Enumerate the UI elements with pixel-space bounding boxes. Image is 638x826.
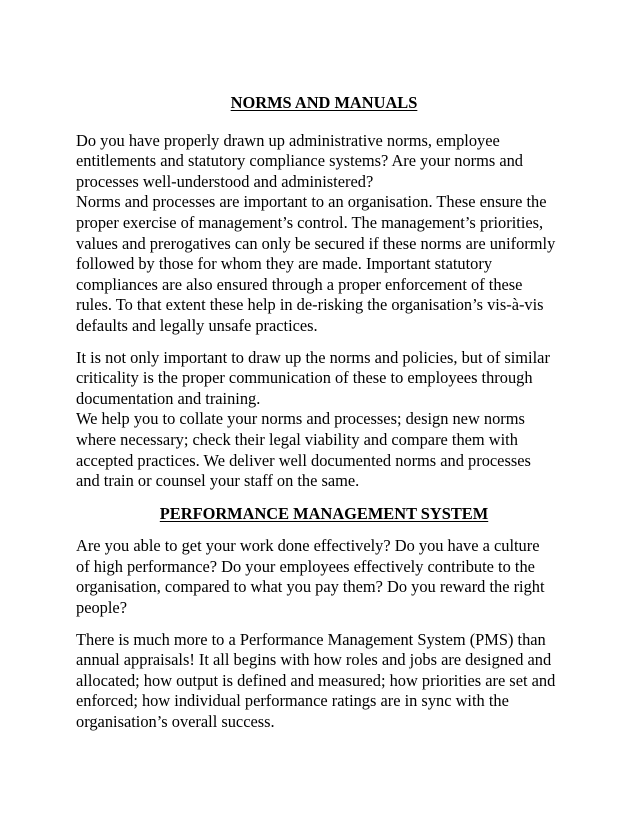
section-heading-performance-management-system: PERFORMANCE MANAGEMENT SYSTEM	[159, 503, 489, 523]
norms-services-paragraph: We help you to collate your norms and processes; design new norms where necessary; check their legal viability and compare them with accepted practices. We deliver well documented norms and processes and train or counsel your staff on the same.	[76, 409, 531, 491]
norms-intro-question: Do you have properly drawn up administrative norms, employee entitlements and statutory compliance systems? Are your norms and processes well-understood and administered?	[76, 130, 523, 191]
section-heading-norms-and-manuals: NORMS AND MANUALS	[230, 93, 418, 112]
norms-importance-paragraph: Norms and processes are important to an organisation. These ensure the proper exercise of management’s control. The management’s priorities, values and prerogatives can only be secured if these norms are uniformly followed by those for whom they are made. Important statutory compliances are also ensured through a proper enforcement of these rules. To that extent these help in de-risking the organisation’s vis-à-vis defaults and legally unsafe practices.	[76, 192, 556, 335]
pms-description-paragraph: There is much more to a Performance Management System (PMS) than annual appraisals! It all begins with how roles and jobs are designed and allocated; how output is defined and measured; how priorities are set and enforced; how individual performance ratings are in sync with the organisation’s overall success.	[76, 629, 556, 732]
pms-intro-question: Are you able to get your work done effectively? Do you have a culture of high performance? Do your employees effectively contribute to the organisation, compared to what you pay them? Do you reward the right people?	[76, 536, 545, 618]
norms-communication-paragraph: It is not only important to draw up the norms and policies, but of similar criticality is the proper communication of these to employees through documentation and training.	[76, 347, 550, 408]
document-content	[76, 93, 572, 733]
